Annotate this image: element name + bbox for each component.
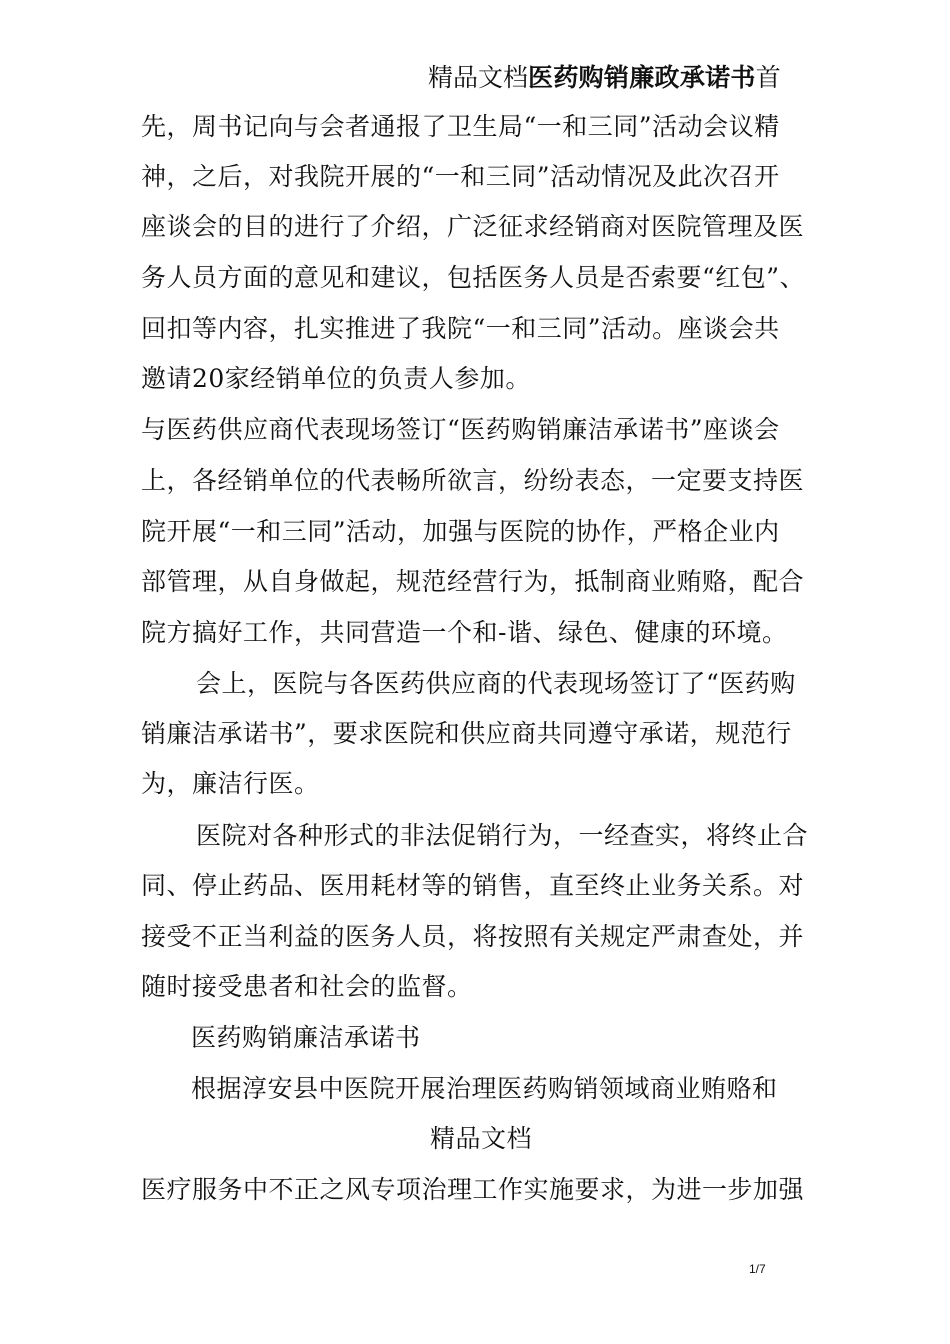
body-line: 与医药供应商代表现场签订“医药购销廉洁承诺书”座谈会 bbox=[141, 415, 780, 444]
page-number: 1/7 bbox=[749, 1262, 766, 1276]
page-header bbox=[428, 62, 781, 94]
body-line: 先，周书记向与会者通报了卫生局“一和三同”活动会议精 bbox=[141, 112, 780, 141]
body-line: 医疗服务中不正之风专项治理工作实施要求，为进一步加强 bbox=[141, 1175, 805, 1204]
body-line: 接受不正当利益的医务人员，将按照有关规定严肃查处，并 bbox=[141, 922, 805, 951]
body-line: 医院对各种形式的非法促销行为，一经查实，将终止合 bbox=[196, 821, 809, 850]
body-line: 同、停止药品、医用耗材等的销售，直至终止业务关系。对 bbox=[141, 871, 805, 900]
document-title: 医药购销廉政承诺书 bbox=[528, 63, 756, 92]
body-line: 为，廉洁行医。 bbox=[141, 769, 320, 798]
header-suffix: 首 bbox=[755, 63, 781, 92]
body-line: 上，各经销单位的代表畅所欲言，纷纷表态，一定要支持医 bbox=[141, 466, 805, 495]
body-line: 座谈会的目的进行了介绍，广泛征求经销商对医院管理及医 bbox=[141, 212, 805, 241]
body-line: 院方搞好工作，共同营造一个和-谐、绿色、健康的环境。 bbox=[141, 618, 788, 647]
body-line: 院开展“一和三同”活动，加强与医院的协作，严格企业内 bbox=[141, 517, 780, 546]
footer-watermark: 精品文档 bbox=[430, 1124, 533, 1153]
body-line: 邀请20家经销单位的负责人参加。 bbox=[141, 364, 531, 393]
section-heading: 医药购销廉洁承诺书 bbox=[191, 1023, 421, 1052]
body-line: 部管理，从自身做起，规范经营行为，抵制商业贿赂，配合 bbox=[141, 567, 805, 596]
body-line: 销廉洁承诺书”，要求医院和供应商共同遵守承诺，规范行 bbox=[141, 719, 792, 748]
body-line: 根据淳安县中医院开展治理医药购销领域商业贿赂和 bbox=[191, 1074, 778, 1103]
body-line: 会上，医院与各医药供应商的代表现场签订了“医药购 bbox=[196, 669, 796, 698]
header-watermark: 精品文档 bbox=[428, 63, 529, 92]
body-line: 神，之后，对我院开展的“一和三同”活动情况及此次召开 bbox=[141, 162, 780, 191]
body-line: 随时接受患者和社会的监督。 bbox=[141, 972, 473, 1001]
body-line: 回扣等内容，扎实推进了我院“一和三同”活动。座谈会共 bbox=[141, 314, 780, 343]
body-line: 务人员方面的意见和建议，包括医务人员是否索要“红包”、 bbox=[141, 263, 806, 292]
